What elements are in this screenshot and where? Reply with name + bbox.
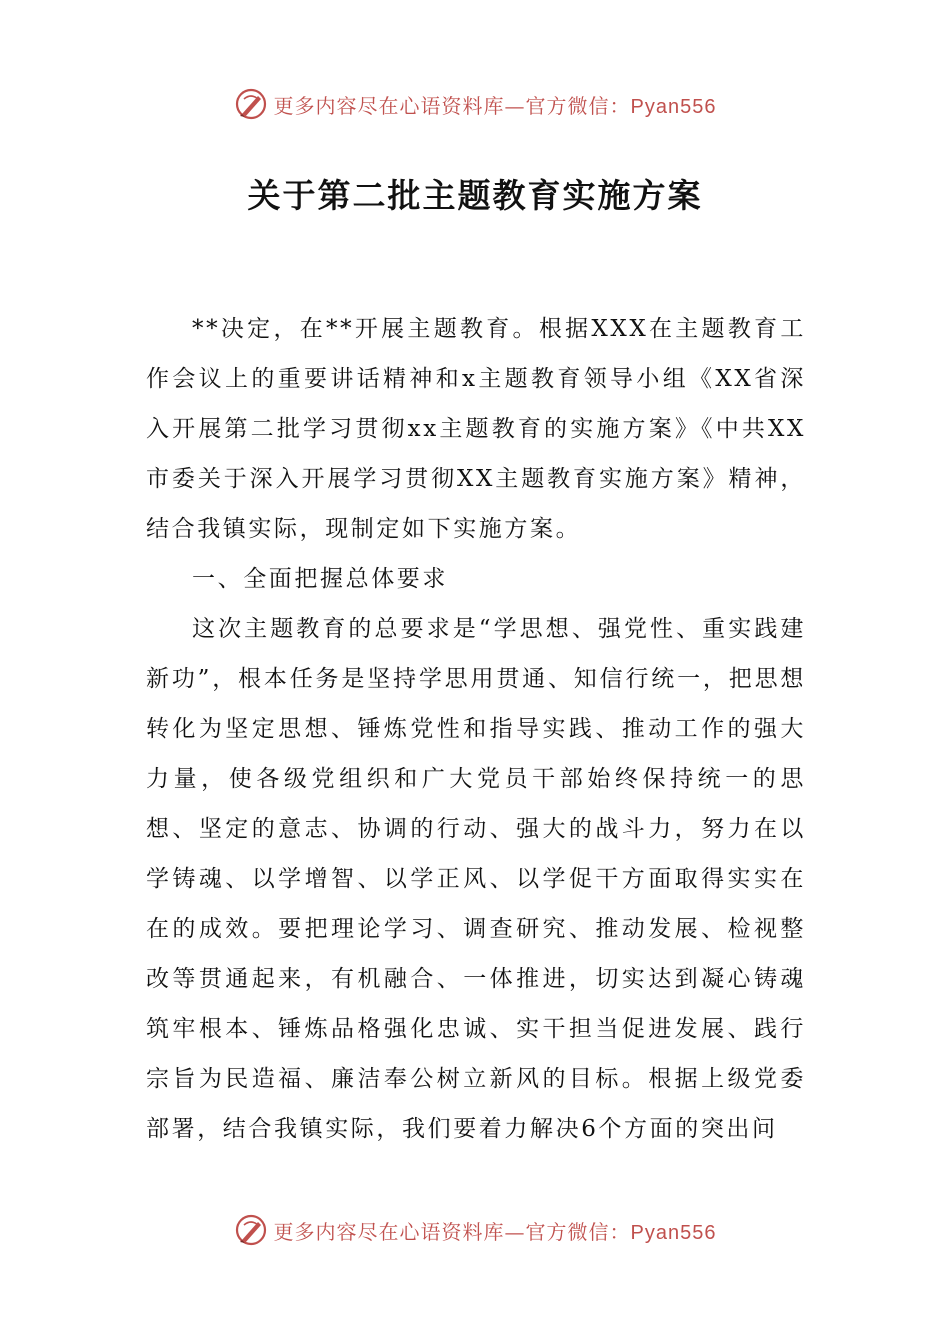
banner-wechat-id: Pyan556 [630, 1221, 717, 1244]
banner-site-text: 更多内容尽在心语资料库 [273, 93, 505, 118]
pen-circle-logo-icon [234, 1213, 268, 1247]
pen-circle-logo-icon [234, 87, 268, 121]
section-heading-1: 一、全面把握总体要求 [192, 566, 448, 592]
banner-site-text: 更多内容尽在心语资料库 [273, 1219, 505, 1244]
document-body [146, 304, 806, 1154]
banner-wechat-label: 官方微信： [525, 93, 631, 118]
banner-wechat-label: 官方微信： [525, 1219, 631, 1244]
paragraph-intro: **决定，在**开展主题教育。根据XXX在主题教育工作会议上的重要讲话精神和x主题教育领导小组《XX省深入开展第二批学习贯彻xx主题教育的实施方案》《中共XX市委关于深入开展学习贯彻XX主题教育实施方案》精神，结合我镇实际，现制定如下实施方案。 [146, 316, 806, 542]
document-title: 关于第二批主题教育实施方案 [247, 176, 703, 215]
header-banner [0, 82, 950, 126]
footer-banner [0, 1208, 950, 1252]
banner-wechat-id: Pyan556 [630, 95, 717, 118]
banner-text [274, 1216, 717, 1245]
banner-dash: — [504, 1219, 526, 1244]
banner-dash: — [504, 93, 526, 118]
paragraph-requirements: 这次主题教育的总要求是“学思想、强党性、重实践建新功”，根本任务是坚持学思用贯通、知信行统一，把思想转化为坚定思想、锤炼党性和指导实践、推动工作的强大力量，使各级党组织和广大党员干部始终保持统一的思想、坚定的意志、协调的行动、强大的战斗力，努力在以学铸魂、以学增智、以学正风、以学促干方面取得实实在在的成效。要把理论学习、调查研究、推动发展、检视整改等贯通起来，有机融合、一体推进，切实达到凝心铸魂筑牢根本、锤炼品格强化忠诚、实干担当促进发展、践行宗旨为民造福、廉洁奉公树立新风的目标。根据上级党委部署，结合我镇实际，我们要着力解决6个方面的突出问 [146, 616, 806, 1142]
banner-text [274, 90, 717, 119]
